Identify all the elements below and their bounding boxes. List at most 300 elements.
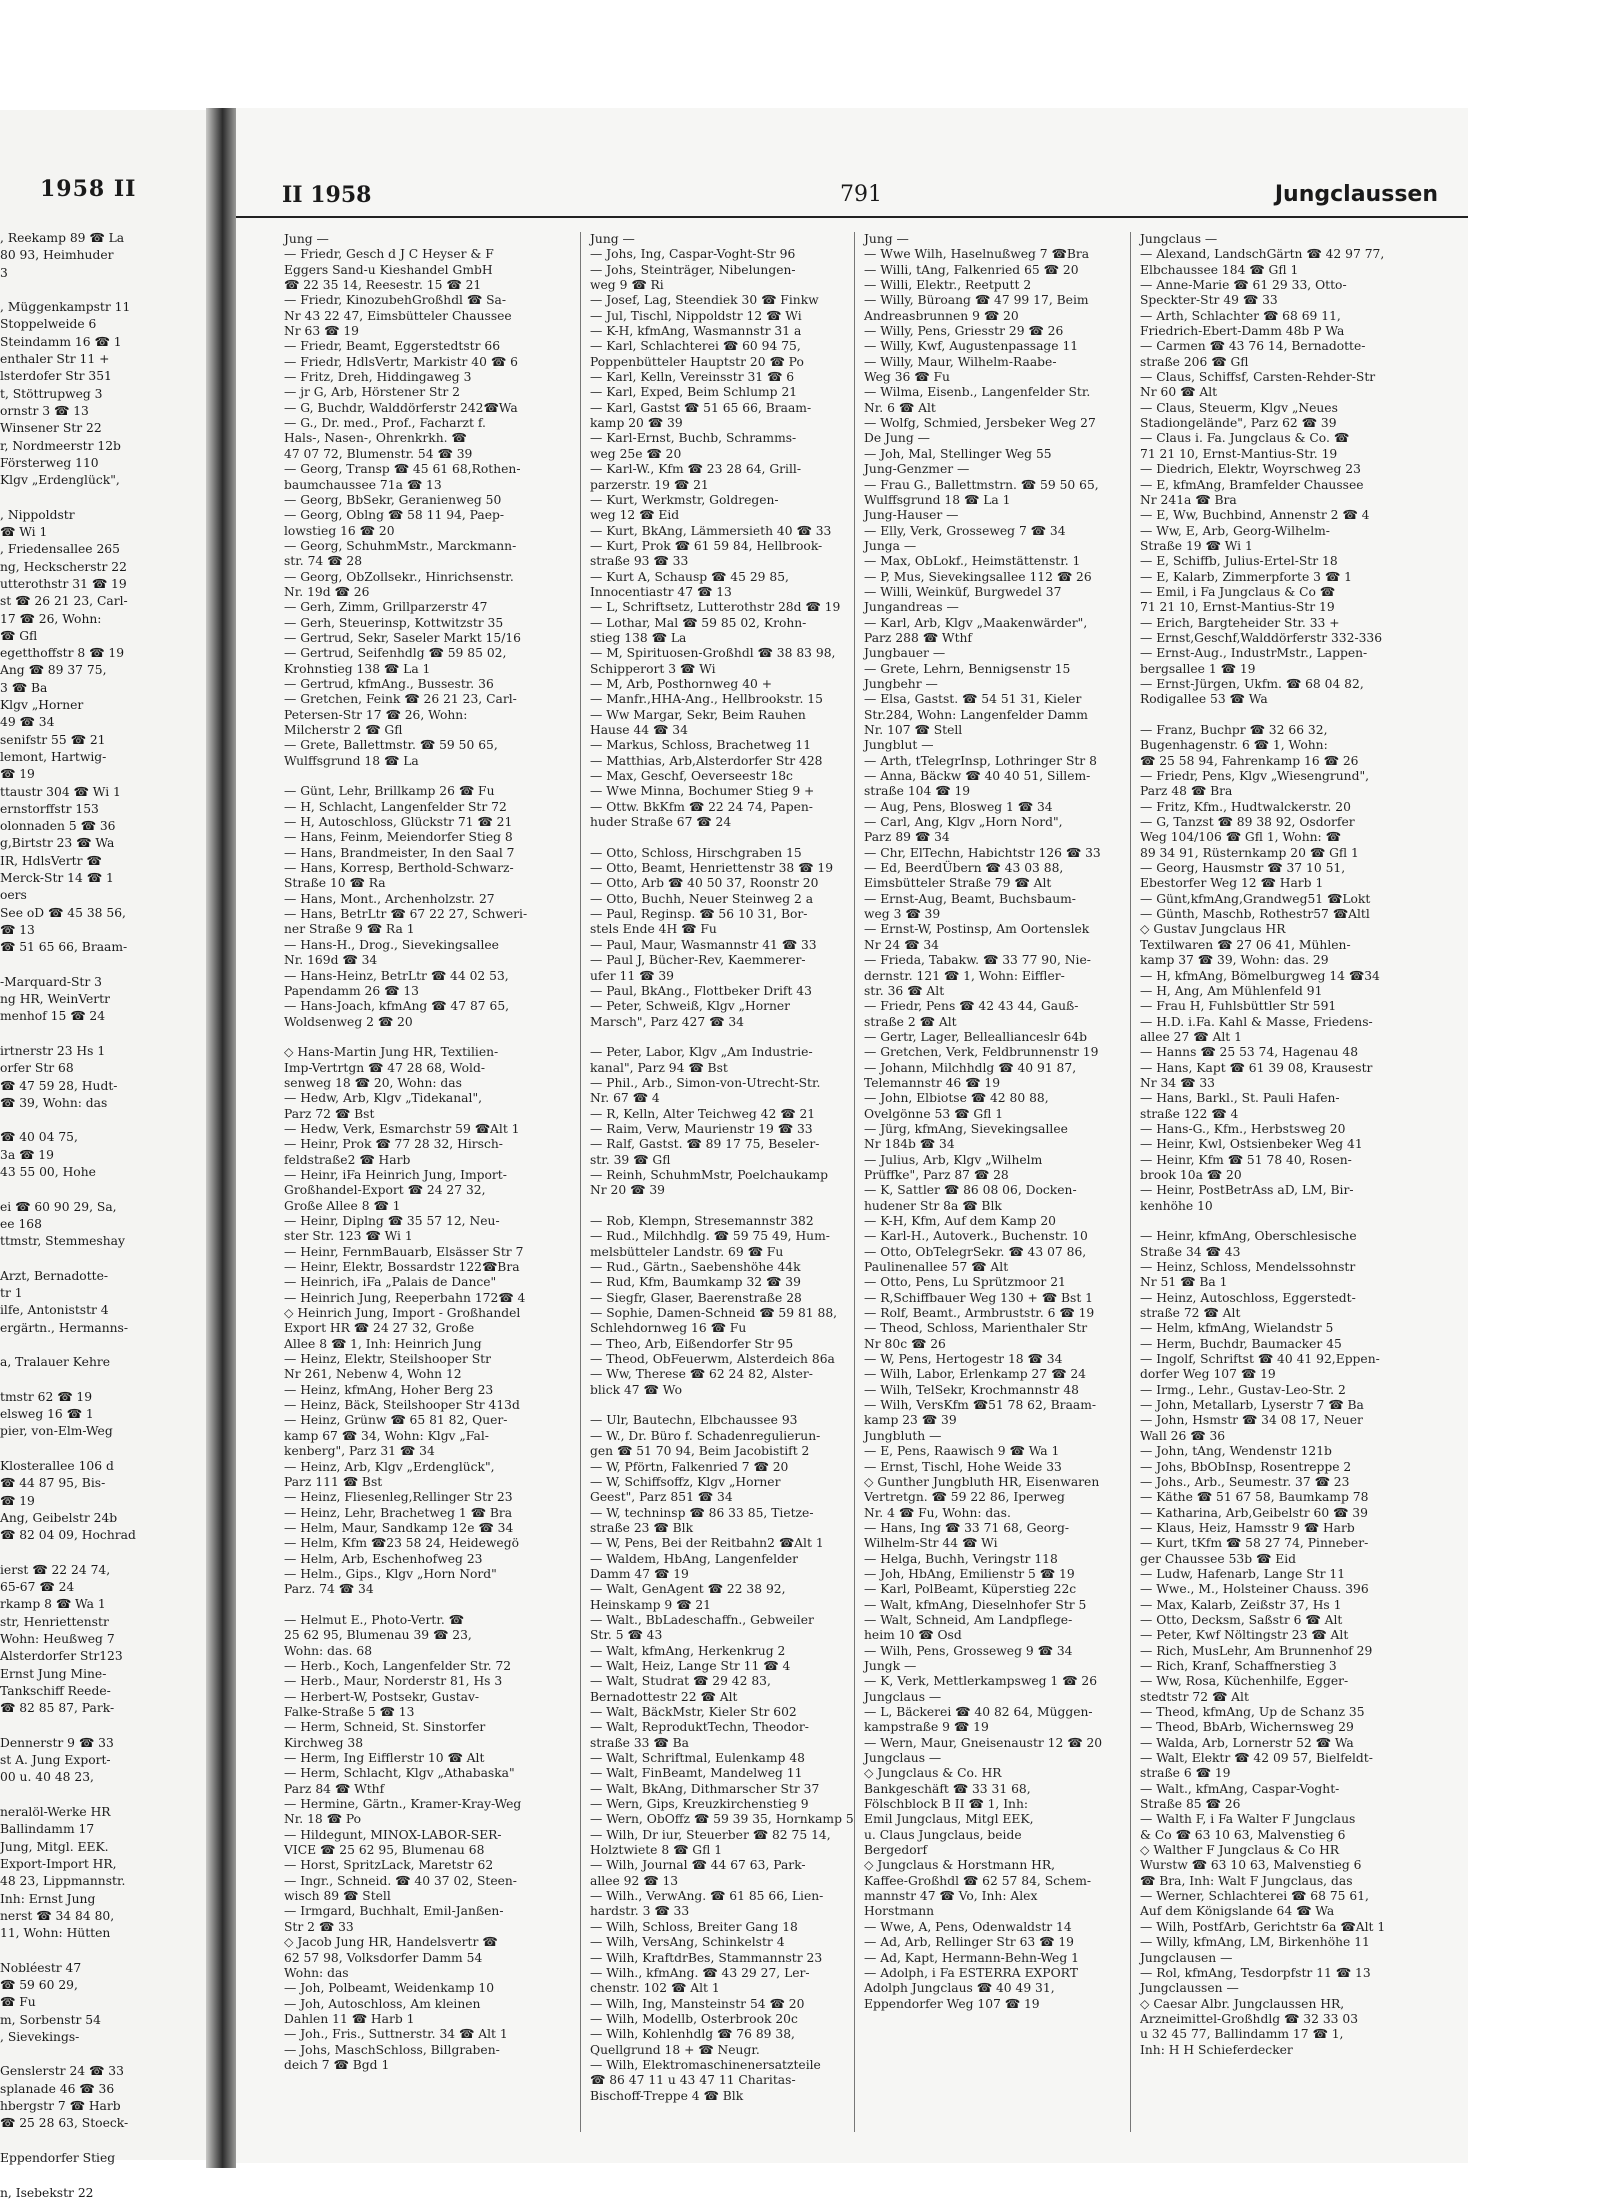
directory-line [0,2133,205,2150]
directory-line: ☎ 82 04 09, Hochrad [0,1528,136,1543]
directory-line: 3 [0,265,8,280]
directory-line: Nr 60 ☎ Alt [1140,385,1218,400]
directory-line: — Walt, Elektr ☎ 42 09 57, Bielfeldt- [1140,1751,1373,1766]
directory-line [590,1199,875,1214]
directory-line: — K, Sattler ☎ 86 08 06, Docken- [864,1183,1077,1198]
directory-line: Str.284, Wohn: Langenfelder Damm [864,707,1088,722]
directory-line: — Ernst,Geschf,Walddörferstr 332-336 [1140,630,1383,645]
directory-line: — Elsa, Gastst. ☎ 54 51 31, Kieler [864,692,1082,707]
directory-line: Kirchweg 38 [284,1735,364,1750]
directory-line: neralöl-Werke HR [0,1805,111,1820]
directory-line: 71 21 10, Ernst-Mantius-Str. 19 [1140,446,1338,461]
directory-line: ◇ Jungclaus & Co. HR [864,1766,1002,1781]
directory-line: wisch 89 ☎ Stell [284,1889,391,1904]
directory-line: 49 ☎ 34 [0,715,55,730]
directory-line [0,1787,205,1804]
directory-line: olonnaden 5 ☎ 36 [0,819,116,834]
directory-line: a, Tralauer Kehre [0,1355,111,1370]
directory-line: Export HR ☎ 24 27 32, Große [284,1321,475,1336]
directory-line: ◇ Jacob Jung HR, Handelsvertr ☎ [284,1935,498,1950]
directory-line: Parz 84 ☎ Wthf [284,1781,385,1796]
directory-line: Straße 34 ☎ 43 [1140,1244,1241,1259]
directory-line: Holztwiete 8 ☎ Gfl 1 [590,1843,723,1858]
directory-line: — R, Kelln, Alter Teichweg 42 ☎ 21 [590,1106,816,1121]
directory-line: chenstr. 102 ☎ Alt 1 [590,1981,720,1996]
directory-line: — Willi, tAng, Falkenried 65 ☎ 20 [864,262,1079,277]
directory-line: — Hans-Joach, kfmAng ☎ 47 87 65, [284,999,510,1014]
directory-line: — Helm, Maur, Sandkamp 12e ☎ 34 [284,1520,514,1535]
directory-line: Parz 111 ☎ Bst [284,1474,383,1489]
directory-line: — Gertrud, Sekr, Saseler Markt 15/16 [284,630,521,645]
directory-line: ◇ Gustav Jungclaus HR [1140,922,1286,937]
directory-line: Damm 47 ☎ 19 [590,1566,689,1581]
directory-line [0,1112,205,1129]
directory-line: — John, Metallarb, Lyserstr 7 ☎ Ba [1140,1398,1364,1413]
directory-line [284,1030,569,1045]
directory-line: — Georg, Oblng ☎ 58 11 94, Paep- [284,508,505,523]
directory-line: — Raim, Verw, Maurienstr 19 ☎ 33 [590,1121,813,1136]
directory-line: — H, kfmAng, Bömelburgweg 14 ☎34 [1140,968,1380,983]
directory-line: Junga — [864,538,917,553]
directory-line: — Julius, Arb, Klgv „Wilhelm [864,1152,1043,1167]
directory-line: str. 39 ☎ Gfl [590,1152,671,1167]
directory-line: ☎ 13 [0,922,35,937]
directory-line: Alsterdorfer Str123 [0,1649,123,1664]
directory-line: Schlehdornweg 16 ☎ Fu [590,1321,747,1336]
directory-line: — Erich, Bargteheider Str. 33 + [1140,615,1340,630]
directory-line: Hause 44 ☎ 34 [590,723,688,737]
directory-line: lemont, Hartwig- [0,749,107,764]
directory-line: — W, Pens, Hertogestr 18 ☎ 34 [864,1352,1063,1367]
directory-line: Große Allee 8 ☎ 1 [284,1198,401,1213]
directory-line: t, Stöttrupweg 3 [0,386,103,401]
directory-line: See oD ☎ 45 38 56, [0,905,126,920]
directory-line: — Heinr, PostBetrAss aD, LM, Bir- [1140,1183,1354,1198]
directory-line: allee 92 ☎ 13 [590,1873,679,1888]
directory-line: straße 104 ☎ 19 [864,784,971,799]
directory-line: Weg 104/106 ☎ Gfl 1, Wohn: ☎ [1140,830,1341,845]
directory-line: — Walth F, i Fa Walter F Jungclaus [1140,1812,1356,1827]
directory-line: ttmstr, Stemmeshay [0,1234,125,1249]
directory-line: lsterdofer Str 351 [0,369,112,384]
directory-line: — Fritz, Kfm., Hudtwalckerstr. 20 [1140,799,1351,814]
directory-line: & Co ☎ 63 10 63, Malvenstieg 6 [1140,1827,1346,1842]
directory-line: kampstraße 9 ☎ 19 [864,1720,989,1735]
directory-line: Nr. 19d ☎ 26 [284,584,370,599]
directory-line: — M, Arb, Posthornweg 40 + [590,676,773,691]
directory-line [0,1942,205,1959]
directory-line: st ☎ 26 21 23, Carl- [0,594,128,609]
directory-line: — Hans, Mont., Archenholzstr. 27 [284,891,495,906]
directory-line: — Paul J, Bücher-Rev, Kaemmerer- [590,953,806,968]
directory-line: Nr 63 ☎ 19 [284,324,359,339]
directory-line: — Heinrich Jung, Reeperbahn 172☎ 4 [284,1290,526,1305]
directory-line [0,1545,205,1562]
directory-line: — Fritz, Dreh, Hiddingaweg 3 [284,370,472,385]
directory-line: kamp 20 ☎ 39 [590,416,683,431]
directory-line: — Johs, Steinträger, Nibelungen- [590,262,796,277]
directory-line: — H, Autoschloss, Glückstr 71 ☎ 21 [284,815,513,830]
directory-line: — Johs, Ing, Caspar-Voght-Str 96 [590,247,796,262]
directory-line: — Reinh, SchuhmMstr, Poelchaukamp [590,1167,829,1182]
directory-line: Nr 51 ☎ Ba 1 [1140,1275,1228,1290]
directory-line: — Johs, BbObInsp, Rosentreppe 2 [1140,1459,1352,1474]
directory-line: — Anna, Bäckw ☎ 40 40 51, Sillem- [864,769,1091,784]
directory-line: — Friedr, Pens ☎ 42 43 44, Gauß- [864,999,1079,1014]
directory-line: Nobléestr 47 [0,1960,82,1975]
directory-line [590,1398,875,1413]
directory-line: — Hans, BetrLtr ☎ 67 22 27, Schweri- [284,907,528,922]
directory-line: — Otto, Arb ☎ 40 50 37, Roonstr 20 [590,876,819,891]
directory-line: — Otto, Beamt, Henriettenstr 38 ☎ 19 [590,861,834,876]
directory-line: — Günt, Lehr, Brillkamp 26 ☎ Fu [284,784,495,799]
directory-line: Stoppelweide 6 [0,317,97,332]
directory-line: gen ☎ 51 70 94, Beim Jacobistift 2 [590,1444,810,1459]
directory-line: Ebestorfer Weg 12 ☎ Harb 1 [1140,876,1324,891]
directory-line: Geest", Parz 851 ☎ 34 [590,1490,733,1505]
directory-line: Winsener Str 22 [0,421,102,436]
directory-line: — Gretchen, Feink ☎ 26 21 23, Carl- [284,692,517,707]
directory-line: — Matthias, Arb,Alsterdorfer Str 428 [590,753,823,768]
directory-line [0,2046,205,2063]
directory-line: — Karl, Schlachterei ☎ 60 94 75, [590,339,801,354]
directory-line: — Diedrich, Elektr, Woyrschweg 23 [1140,462,1361,477]
directory-line: utterothstr 31 ☎ 19 [0,576,127,591]
directory-line: — Paul, BkAng., Flottbeker Drift 43 [590,983,812,998]
directory-line: — Walt, BäckMstr, Kieler Str 602 [590,1705,797,1719]
directory-line [0,956,205,973]
directory-line: — Ralf, Gastst. ☎ 89 17 75, Beseler- [590,1137,820,1152]
directory-line: — Herb., Maur, Norderstr 81, Hs 3 [284,1674,503,1689]
directory-line: — Walt, Schriftmal, Eulenkamp 48 [590,1751,805,1766]
directory-line: — G., Dr. med., Prof., Facharzt f. [284,416,486,431]
directory-line: straße 2 ☎ Alt [864,1014,957,1029]
directory-line: ger Chaussee 53b ☎ Eid [1140,1551,1297,1566]
directory-line: Straße 85 ☎ 26 [1140,1797,1241,1812]
directory-line: hardstr. 3 ☎ 33 [590,1904,690,1919]
directory-line: — Heinz, Autoschloss, Eggerstedt- [1140,1290,1356,1305]
directory-line: — Wilma, Eisenb., Langenfelder Str. [864,385,1091,400]
directory-line: kamp 23 ☎ 39 [864,1413,957,1428]
directory-line: Nr. 4 ☎ Fu, Wohn: das. [864,1505,1011,1520]
directory-line: — Otto, ObTelegrSekr. ☎ 43 07 86, [864,1244,1087,1259]
directory-line: — Wilh, VersKfm ☎51 78 62, Braam- [864,1398,1097,1413]
directory-line: — Markus, Schloss, Brachetweg 11 [590,738,812,753]
directory-line: — Rob, Klempn, Stresemannstr 382 [590,1214,814,1228]
directory-line: — Claus, Schiffsf, Carsten-Rehder-Str [1140,370,1376,385]
page-header-right: Jungclaussen [1274,182,1438,207]
directory-line [0,1026,205,1043]
directory-line: Auf dem Königslande 64 ☎ Wa [1140,1904,1335,1919]
directory-line: Emil Jungclaus, Mitgl EEK, [864,1812,1034,1827]
directory-line: Innocentiastr 47 ☎ 13 [590,584,732,599]
directory-line: Arzneimittel-Großhdlg ☎ 32 33 03 [1140,2011,1359,2026]
directory-line: Straße 10 ☎ Ra [284,876,386,891]
directory-line: — Max, ObLokf., Heimstättenstr. 1 [864,554,1081,569]
directory-line: st A. Jung Export- [0,1753,111,1768]
directory-line: allee 27 ☎ Alt 1 [1140,1029,1242,1044]
directory-line: — W, Schiffsoffz, Klgv „Horner [590,1474,781,1489]
directory-line: Poppenbütteler Hauptstr 20 ☎ Po [590,354,804,369]
directory-line [0,1181,205,1198]
directory-line: — Gertrud, kfmAng., Bussestr. 36 [284,676,494,691]
directory-line: — E, kfmAng, Bramfelder Chaussee [1140,477,1364,492]
directory-line: Nr. 107 ☎ Stell [864,723,963,737]
directory-line: — Irmg., Lehr., Gustav-Leo-Str. 2 [1140,1382,1346,1397]
directory-line: Quellgrund 18 + ☎ Neugr. [590,2042,760,2057]
directory-line: stedtstr 72 ☎ Alt [1140,1689,1249,1704]
directory-line: Textilwaren ☎ 27 06 41, Mühlen- [1140,937,1351,952]
directory-line: — Ww, Rosa, Küchenhilfe, Egger- [1140,1674,1349,1689]
directory-line: — Karl-W., Kfm ☎ 23 28 64, Grill- [590,462,801,477]
directory-line: — Paul, Reginsp. ☎ 56 10 31, Bor- [590,907,808,922]
directory-line: ☎ 59 60 29, [0,1977,78,1992]
directory-line: — Hans, Barkl., St. Pauli Hafen- [1140,1091,1340,1106]
directory-line: — Wilh, VersAng, Schinkelstr 4 [590,1935,785,1950]
page-margin [1468,108,1600,2168]
directory-line: Ernst Jung Mine- [0,1666,107,1681]
directory-line: — M, Spirituosen-Großhdl ☎ 38 83 98, [590,646,836,661]
directory-line: 00 u. 40 48 23, [0,1770,94,1785]
directory-line: — Helga, Buchh, Veringstr 118 [864,1551,1058,1566]
directory-line: — W., Dr. Büro f. Schadenregulierun- [590,1428,821,1443]
column-rule [580,232,581,2132]
directory-line: — Elly, Verk, Grosseweg 7 ☎ 34 [864,523,1066,538]
directory-line: — Ww Margar, Sekr, Beim Rauhen [590,707,806,722]
page-header-left: II 1958 [282,182,372,208]
directory-line: — Hanns ☎ 25 53 74, Hagenau 48 [1140,1045,1359,1060]
directory-line: Nr 80c ☎ 26 [864,1336,946,1351]
directory-line [0,489,205,506]
directory-line: Nr 34 ☎ 33 [1140,1075,1215,1090]
directory-line: ei ☎ 60 90 29, Sa, [0,1199,117,1214]
directory-line: — Irmgard, Buchhalt, Emil-Janßen- [284,1904,504,1919]
directory-line: — Hans-Heinz, BetrLtr ☎ 44 02 53, [284,968,509,983]
directory-line: Jungbehr — [864,676,938,691]
directory-line: Wohn: das. 68 [284,1643,373,1658]
directory-line: Export-Import HR, [0,1856,117,1871]
directory-line: — Hans, Feinm, Meiendorfer Stieg 8 [284,830,513,845]
directory-line [0,1718,205,1735]
directory-line: Bergedorf [864,1843,928,1858]
directory-line: m, Sorbenstr 54 [0,2012,101,2027]
directory-line: Försterweg 110 [0,455,99,470]
directory-line: — Rolf, Beamt., Armbruststr. 6 ☎ 19 [864,1306,1095,1321]
directory-line: — Wilh, Modellb, Osterbrook 20c [590,2011,798,2026]
directory-line: — Joh, Autoschloss, Am kleinen [284,1996,481,2011]
directory-line: ◇ Caesar Albr. Jungclaussen HR, [1140,1996,1345,2011]
directory-line: — Kurt A, Schausp ☎ 45 29 85, [590,569,789,584]
directory-line: Parz 48 ☎ Bra [1140,784,1233,799]
directory-line: Jungclaus — [864,1751,942,1766]
directory-line: — Willy, Pens, Griesstr 29 ☎ 26 [864,324,1064,339]
directory-line: senweg 18 ☎ 20, Wohn: das [284,1075,462,1090]
directory-line: — Walt., kfmAng, Caspar-Voght- [1140,1781,1340,1796]
directory-line: Jung — [284,232,329,246]
directory-line: ergärtn., Hermanns- [0,1320,129,1335]
directory-line: — L, Schriftsetz, Lutterothstr 28d ☎ 19 [590,600,841,615]
directory-line: ☎ 39, Wohn: das [0,1095,108,1110]
directory-line: — W, techninsp ☎ 86 33 85, Tietze- [590,1505,814,1520]
directory-line: 25 62 95, Blumenau 39 ☎ 23, [284,1628,472,1643]
directory-line: — Hedw, Arb, Klgv „Tidekanal", [284,1091,483,1106]
directory-line: — Hans, Brandmeister, In den Saal 7 [284,845,515,860]
directory-line: De Jung — [864,431,930,446]
directory-line: — Karl-Ernst, Buchb, Schramms- [590,431,797,446]
directory-line: parzerstr. 19 ☎ 21 [590,477,709,492]
directory-line: — Herm, Schlacht, Klgv „Athabaska" [284,1766,515,1781]
directory-line: — Rol, kfmAng, Tesdorpfstr 11 ☎ 13 [1140,1965,1371,1980]
directory-line: — Hans-G., Kfm., Herbstsweg 20 [1140,1121,1346,1136]
directory-line: — Heinz, Grünw ☎ 65 81 82, Quer- [284,1413,508,1428]
directory-line: — E, Ww, Buchbind, Annenstr 2 ☎ 4 [1140,508,1370,523]
directory-line: Ang ☎ 89 37 75, [0,663,107,678]
directory-line: — Frau G., Ballettmstrn. ☎ 59 50 65, [864,477,1099,492]
directory-line: — Ernst-Aug, Beamt, Buchsbaum- [864,891,1076,906]
directory-line: — Gerh, Steuerinsp, Kottwitzstr 35 [284,615,504,630]
directory-line: pier, von-Elm-Weg [0,1424,113,1439]
directory-line: — Otto, Pens, Lu Sprützmoor 21 [864,1275,1066,1290]
directory-line: ☎ Wi 1 [0,525,48,540]
directory-line: — Heinz, Schloss, Mendelssohnstr [1140,1260,1356,1275]
directory-line: — Gertr, Lager, Belleallianceslr 64b [864,1029,1088,1044]
directory-line: — Karl, Arb, Klgv „Maakenwärder", [864,615,1088,630]
directory-line: — Sophie, Damen-Schneid ☎ 59 81 88, [590,1306,838,1321]
directory-line: Wulffsgrund 18 ☎ La [284,753,419,768]
directory-line: Jungclaus — [1140,232,1218,246]
directory-line: orfer Str 68 [0,1061,74,1076]
directory-line: — Walt, FinBeamt, Mandelweg 11 [590,1766,803,1781]
directory-line: weg 12 ☎ Eid [590,508,680,523]
directory-line: Wohn: das [284,1965,349,1980]
directory-line [284,769,569,784]
directory-line: — Joh., Fris., Suttnerstr. 34 ☎ Alt 1 [284,2027,508,2042]
directory-line: — Otto, Buchh, Neuer Steinweg 2 a [590,891,814,906]
directory-line: — Heinz, Lehr, Brachetweg 1 ☎ Bra [284,1505,513,1520]
directory-line: — Theod, Schloss, Marienthaler Str [864,1321,1088,1336]
directory-line: — Walt, ReproduktTechn, Theodor- [590,1720,809,1735]
directory-line: — G, Buchdr, Walddörferstr 242☎Wa [284,400,518,415]
directory-line: str, Henriettenstr [0,1614,109,1629]
directory-line: Parz. 74 ☎ 34 [284,1582,374,1597]
directory-line: — Wern, ObOffz ☎ 59 39 35, Hornkamp 5 [590,1812,854,1827]
directory-line: ng HR, WeinVertr [0,992,110,1007]
directory-line [284,1598,569,1613]
directory-line: — W, Pförtn, Falkenried 7 ☎ 20 [590,1459,789,1474]
directory-line: — Carmen ☎ 43 76 14, Bernadotte- [1140,339,1366,354]
left-page-text [0,230,205,2202]
directory-line: nerst ☎ 34 84 80, [0,1908,115,1923]
directory-line: Allee 8 ☎ 1, Inh: Heinrich Jung [284,1336,482,1351]
directory-line: heim 10 ☎ Osd [864,1628,962,1643]
directory-line: — Manfr.,HHA-Ang., Hellbrookstr. 15 [590,692,823,707]
directory-line: Milcherstr 2 ☎ Gfl [284,723,403,737]
directory-line: — Ww, Therese ☎ 62 24 82, Alster- [590,1367,813,1382]
directory-line: -Marquard-Str 3 [0,974,102,989]
directory-line: tmstr 62 ☎ 19 [0,1389,93,1404]
directory-line: — E, Kalarb, Zimmerpforte 3 ☎ 1 [1140,569,1352,584]
directory-line: ornstr 3 ☎ 13 [0,403,89,418]
directory-line: Nr 20 ☎ 39 [590,1183,665,1198]
directory-line: Wulffsgrund 18 ☎ La 1 [864,492,1011,507]
directory-line: oers [0,888,27,903]
directory-line: mannstr 47 ☎ Vo, Inh: Alex [864,1889,1038,1904]
directory-line: — Emil, i Fa Jungclaus & Co ☎ [1140,584,1336,599]
directory-line: stieg 138 ☎ La [590,630,687,645]
directory-line: 11, Wohn: Hütten [0,1926,111,1941]
directory-line: — John, tAng, Wendenstr 121b [1140,1444,1332,1459]
directory-line: — H, Ang, Am Mühlenfeld 91 [1140,983,1323,998]
directory-line: Jungclausen — [1140,1950,1233,1965]
directory-line: — Chr, ElTechn, Habichtstr 126 ☎ 33 [864,845,1101,860]
directory-line: Woldsenweg 2 ☎ 20 [284,1014,413,1029]
directory-line [0,1441,205,1458]
directory-line: Parz 72 ☎ Bst [284,1106,375,1121]
directory-line: Eggers Sand-u Kieshandel GmbH [284,262,493,277]
directory-line: — Heinr, Kfm ☎ 51 78 40, Rosen- [1140,1152,1352,1167]
directory-line: Jung-Hauser — [864,508,959,523]
directory-line: Fölschblock B II ☎ 1, Inh: [864,1797,1029,1812]
directory-line: Str. 5 ☎ 43 [590,1628,663,1643]
directory-line: — Karl-H., Autoverk., Buchenstr. 10 [864,1229,1088,1244]
directory-line: — Rich, Kranf, Schaffnerstieg 3 [1140,1658,1337,1673]
directory-line: — Friedr, Gesch d J C Heyser & F [284,247,494,262]
directory-line: — Ingr., Schneid. ☎ 40 37 02, Steen- [284,1873,517,1888]
directory-line: Wohn: Heußweg 7 [0,1632,115,1647]
directory-line: — Hans, Ing ☎ 33 71 68, Georg- [864,1520,1070,1535]
directory-line: — Wilh., kfmAng. ☎ 43 29 27, Ler- [590,1965,810,1980]
directory-line: Hals-, Nasen-, Ohrenkrkh. ☎ [284,431,467,446]
directory-line: — Kurt, tKfm ☎ 58 27 74, Pinneber- [1140,1536,1369,1551]
directory-line: — Aug, Pens, Blosweg 1 ☎ 34 [864,799,1053,814]
directory-line: — Josef, Lag, Steendiek 30 ☎ Finkw [590,293,819,308]
directory-line: — H.D. i.Fa. Kahl & Masse, Friedens- [1140,1014,1373,1029]
directory-line: — Helm., Gips., Klgv „Horn Nord" [284,1566,497,1581]
directory-line: — Heinr, FernmBauarb, Elsässer Str 7 [284,1244,524,1259]
directory-line: Jung — [590,232,635,246]
directory-line: 43 55 00, Hohe [0,1165,96,1180]
directory-line: — Ulr, Bautechn, Elbchaussee 93 [590,1413,798,1428]
directory-line: — Peter, Kwf Nöltingstr 23 ☎ Alt [1140,1628,1349,1643]
directory-line: — Rich, MusLehr, Am Brunnenhof 29 [1140,1643,1373,1658]
directory-line: — Wilh., VerwAng. ☎ 61 85 66, Lien- [590,1889,824,1904]
directory-line: — Friedr, HdlsVertr, Markistr 40 ☎ 6 [284,354,518,369]
directory-line: ernstorffstr 153 [0,801,99,816]
directory-line: Stadiongelände", Parz 62 ☎ 39 [1140,416,1337,431]
directory-line: ☎ 82 85 87, Park- [0,1701,115,1716]
directory-line: feldstraße2 ☎ Harb [284,1152,411,1167]
directory-line: ee 168 [0,1216,42,1231]
directory-line: ◇ Jungclaus & Horstmann HR, [864,1858,1056,1873]
directory-line: — Walt, kfmAng, Dieselnhofer Str 5 [864,1597,1087,1612]
directory-line: — Friedr, Pens, Klgv „Wiesengrund", [1140,769,1370,784]
directory-line: Imp-Vertrtgn ☎ 47 28 68, Wold- [284,1060,485,1075]
directory-line: — Frau H, Fuhlsbüttler Str 591 [1140,999,1337,1014]
directory-line: Wall 26 ☎ 36 [1140,1428,1226,1443]
directory-line: ☎ Bra, Inh: Walt F Jungclaus, das [1140,1873,1353,1888]
directory-line: — Wilh, Schloss, Breiter Gang 18 [590,1919,798,1934]
directory-line: — Walt, Heiz, Lange Str 11 ☎ 4 [590,1658,791,1673]
directory-line: — Arth, Schlachter ☎ 68 69 11, [1140,308,1341,323]
directory-line: — Frieda, Tabakw. ☎ 33 77 90, Nie- [864,953,1091,968]
directory-line: Jungandreas — [864,600,959,615]
directory-line: Adolph Jungclaus ☎ 40 49 31, [864,1981,1055,1996]
directory-line: Ballindamm 17 [0,1822,95,1837]
directory-line: tr 1 [0,1286,23,1301]
directory-line: — Ludw, Hafenarb, Lange Str 11 [1140,1566,1346,1581]
directory-line: — W, Pens, Bei der Reitbahn2 ☎Alt 1 [590,1536,824,1551]
directory-line: — Helmut E., Photo-Vertr. ☎ [284,1612,464,1627]
